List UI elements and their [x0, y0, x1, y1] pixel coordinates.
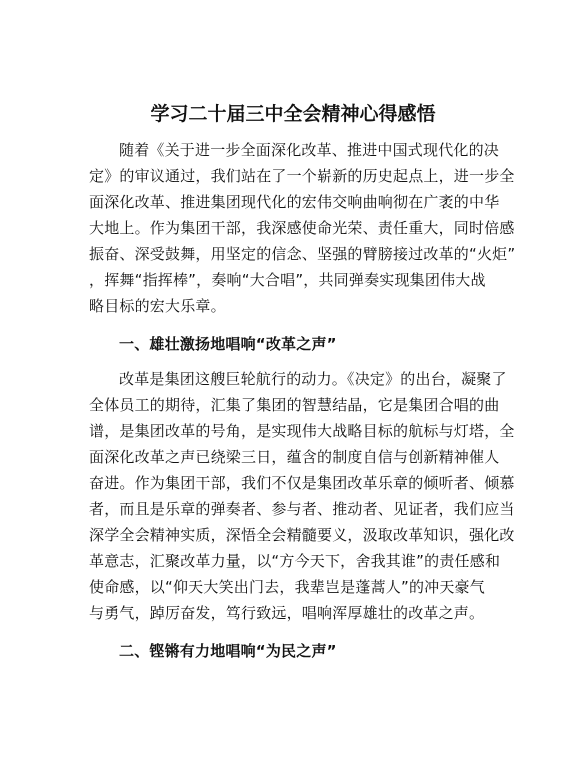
- paragraph-line: 谱，是集团改革的号角，是实现伟大战略目标的航标与灯塔，全: [89, 422, 515, 440]
- paragraph-line: ，挥舞“指挥棒”，奏响“大合唱”，共同弹奏实现集团伟大战: [89, 271, 486, 289]
- paragraph-line: 定》的审议通过，我们站在了一个崭新的历史起点上，进一步全: [89, 167, 515, 185]
- paragraph-line: 与勇气，踔厉奋发，笃行致远，唱响浑厚雄壮的改革之声。: [89, 604, 485, 622]
- paragraph-line: 振奋、深受鼓舞，用坚定的信念、坚强的臂膀接过改革的“火炬”: [89, 245, 516, 263]
- paragraph-line: 面深化改革、推进集团现代化的宏伟交响曲响彻在广袤的中华: [89, 193, 500, 211]
- paragraph-line: 略目标的宏大乐章。: [89, 297, 226, 315]
- paragraph-line: 面深化改革之声已绕梁三日，蕴含的制度自信与创新精神催人: [89, 448, 500, 466]
- paragraph-line: 深学全会精神实质，深悟全会精髓要义，汲取改革知识，强化改: [89, 526, 515, 544]
- section-heading: 一、雄壮激扬地唱响“改革之声”: [119, 335, 337, 353]
- paragraph-line: 革意志，汇聚改革力量，以“方今天下，舍我其谁”的责任感和: [89, 552, 501, 570]
- paragraph-line: 使命感，以“仰天大笑出门去，我辈岂是蓬蒿人”的冲天豪气: [89, 578, 485, 596]
- paragraph-line: 者，而且是乐章的弹奏者、参与者、推动者、见证者，我们应当: [89, 500, 515, 518]
- paragraph-line: 奋进。作为集团干部，我们不仅是集团改革乐章的倾听者、倾慕: [89, 474, 515, 492]
- paragraph-line: 大地上。作为集团干部，我深感使命光荣、责任重大，同时倍感: [89, 219, 515, 237]
- document-title: 学习二十届三中全会精神心得感悟: [150, 103, 436, 125]
- section-heading: 二、铿锵有力地唱响“为民之声”: [119, 642, 337, 660]
- paragraph-line: 随着《关于进一步全面深化改革、推进中国式现代化的决: [119, 141, 500, 159]
- paragraph-line: 全体员工的期待，汇集了集团的智慧结晶，它是集团合唱的曲: [89, 396, 500, 414]
- paragraph-line: 改革是集团这艘巨轮航行的动力。《决定》的出台，凝聚了: [119, 370, 507, 388]
